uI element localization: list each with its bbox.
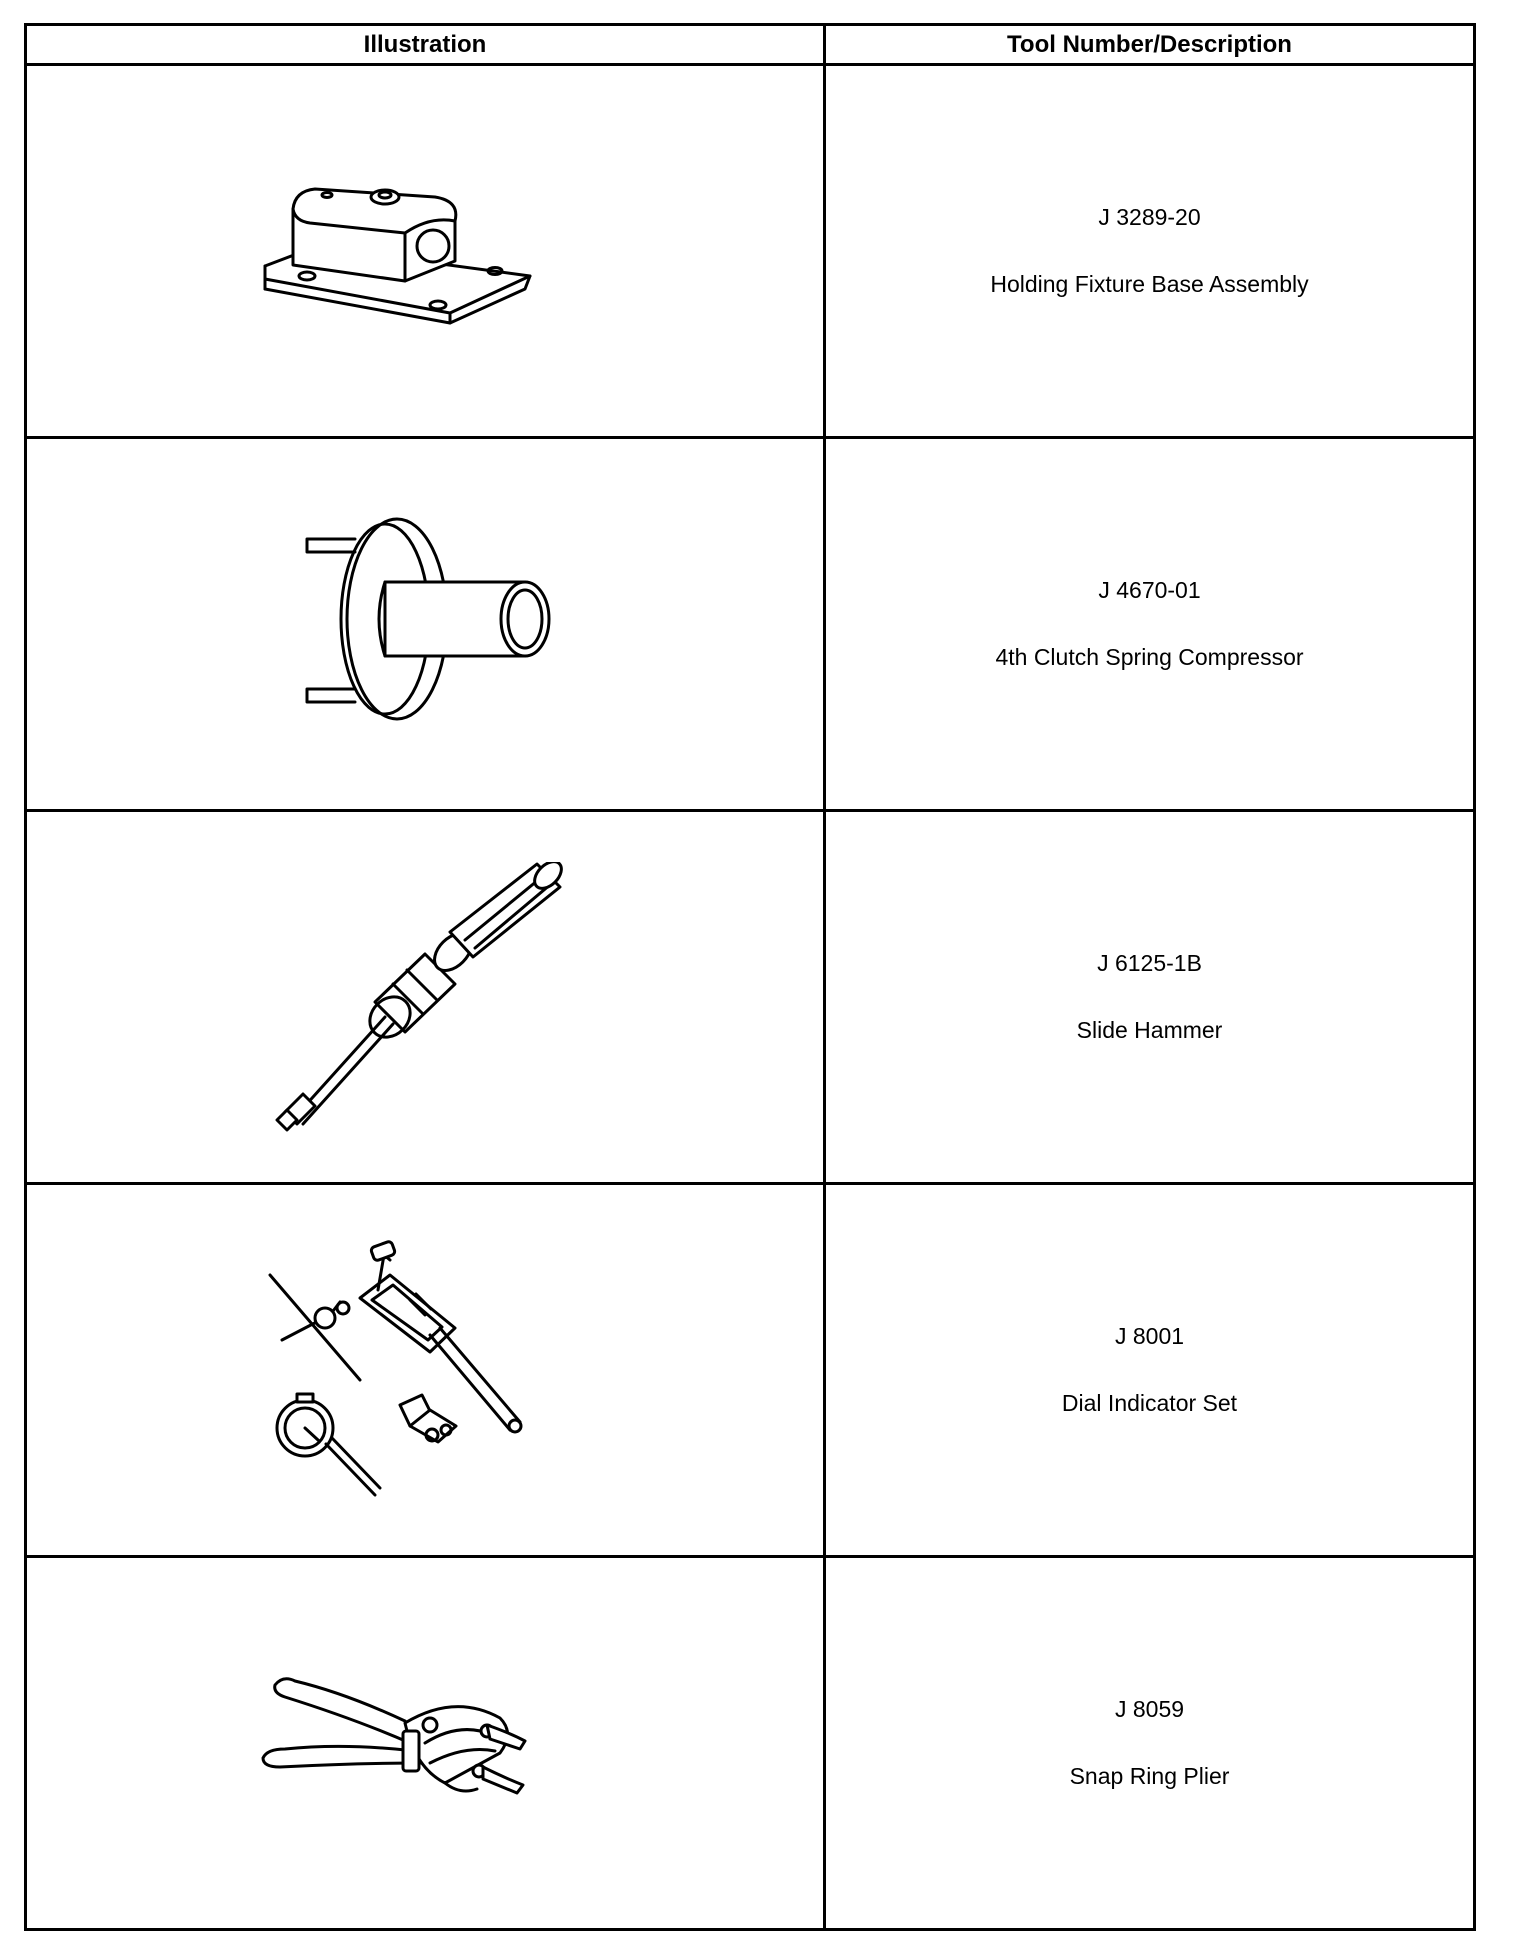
slide-hammer-icon <box>275 862 575 1132</box>
tool-description-cell <box>825 811 1475 1184</box>
tool-number: J 8001 <box>1114 1323 1185 1349</box>
tool-number: J 6125-1B <box>1097 950 1202 976</box>
spring-compressor-icon <box>275 514 575 734</box>
header-tool-description: Tool Number/Description <box>825 25 1475 65</box>
table-row <box>26 65 1475 438</box>
table-row <box>26 1557 1475 1930</box>
dial-indicator-icon <box>260 1230 590 1510</box>
table-row <box>26 811 1475 1184</box>
tool-description: Slide Hammer <box>1076 1017 1223 1043</box>
table-row <box>26 438 1475 811</box>
tool-number: J 3289-20 <box>1098 204 1201 230</box>
illustration-cell <box>26 811 825 1184</box>
tool-description-cell <box>825 438 1475 811</box>
tool-description-cell <box>825 1184 1475 1557</box>
tool-number: J 8059 <box>1114 1696 1185 1722</box>
snap-ring-plier-icon <box>255 1663 595 1823</box>
tool-description: Dial Indicator Set <box>1061 1390 1238 1416</box>
tool-description-cell <box>825 1557 1475 1930</box>
tool-number: J 4670-01 <box>1098 577 1201 603</box>
holding-fixture-icon <box>255 161 595 341</box>
illustration-cell <box>26 438 825 811</box>
table-header-row <box>26 25 1475 65</box>
tools-table <box>24 23 1476 1931</box>
tool-description: Snap Ring Plier <box>1069 1763 1230 1789</box>
tool-description-cell <box>825 65 1475 438</box>
header-illustration: Illustration <box>26 25 825 65</box>
illustration-cell <box>26 1557 825 1930</box>
table-row <box>26 1184 1475 1557</box>
illustration-cell <box>26 65 825 438</box>
tool-description: 4th Clutch Spring Compressor <box>995 644 1304 670</box>
tool-description: Holding Fixture Base Assembly <box>990 271 1309 297</box>
illustration-cell <box>26 1184 825 1557</box>
